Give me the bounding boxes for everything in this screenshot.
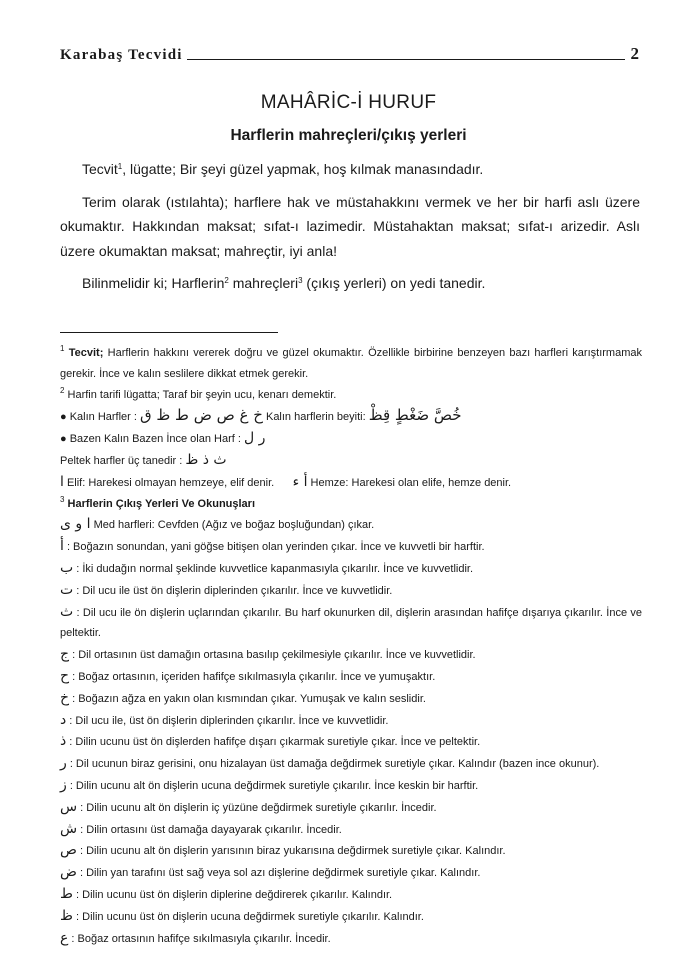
footnote-1 <box>60 343 642 385</box>
body-text <box>60 157 640 304</box>
letter-description: : İki dudağın normal şeklinde kuvvetlice kapanmasıyla çıkarılır. İnce ve kuvvetlidir. <box>73 562 474 575</box>
letter-row <box>60 580 642 602</box>
footnote-1-label: Tecvit; <box>68 347 104 359</box>
footnote-1-text: Harflerin hakkını vererek doğru ve güzel okumaktır. Özellikle birbirine benzeyen bazı harfleri karıştırmamak gerekir. İnce ve kalın seslilere dikkat etmek gerekir. <box>60 347 642 380</box>
elif-hemze-line <box>60 472 642 494</box>
elif-text: Elif: Harekesi olmayan hemzeye, elif denir. <box>63 476 275 489</box>
letter-description: : Dilin ucunu alt ön dişlerin iç yüzüne değdirmek suretiyle çıkarılır. İncedir. <box>77 801 437 814</box>
arabic-letter: ج <box>60 646 70 663</box>
p1-text: , lügatte; Bir şeyi güzel yapmak, hoş kılmak manasındadır. <box>122 161 484 177</box>
p1-term: Tecvit <box>82 161 118 177</box>
letter-row <box>60 688 642 710</box>
letter-description: : Dilin ucunu üst ön dişlerin ucuna değdirmek suretiyle çıkarılır. Kalındır. <box>72 910 424 923</box>
arabic-letter: ذ <box>60 733 67 750</box>
arabic-letter: خ <box>60 689 70 706</box>
kalin-beyit: خُصَّ ضَغْطٍ قِظْ <box>368 406 462 425</box>
arabic-letter: ظ <box>60 907 73 924</box>
peltek-letters: ث ذ ظ <box>185 451 227 468</box>
footnote-3-title: Harflerin Çıkış Yerleri Ve Okunuşları <box>64 497 256 510</box>
bazen-letters: ر ل <box>243 430 266 447</box>
letter-description: : Boğaz ortasının hafifçe sıkılmasıyla çıkarılır. İncedir. <box>68 932 331 945</box>
paragraph-2: Terim olarak (ıstılahta); harflere hak ve müstahakkını vermek ve her bir harfi aslı üzere okumaktır. Hakkından maksat; sıfat-ı lazimedir. Müstahaktan maksat; sıfat-ı arizedir. Aslı üzere okumaktan maksat; mahreçtir, iyi anla! <box>60 193 640 259</box>
letter-row <box>60 753 642 775</box>
bazen-line <box>60 428 642 450</box>
footnote-3-number: 3 <box>60 494 65 504</box>
chapter-title: MAHÂRİC-İ HURUF <box>260 92 437 113</box>
arabic-letter: س <box>60 798 78 815</box>
letter-row <box>60 731 642 753</box>
paragraph-3 <box>60 271 640 296</box>
letter-description: : Dilin ortasını üst damağa dayayarak çıkarılır. İncedir. <box>77 823 342 836</box>
letter-description: : Dil ucunun biraz gerisini, onu hizalayan üst damağa değdirmek suretiyle çıkar. Kalındır (bazen ince okunur). <box>66 758 600 771</box>
letter-description: : Dilin ucunu alt ön dişlerin ucuna değdirmek suretiyle çıkarılır. İnce keskin bir harftir. <box>66 779 479 792</box>
arabic-letter: ا و ى <box>60 516 91 533</box>
peltek-label: Peltek harfler üç tanedir : <box>60 454 186 467</box>
arabic-letter: ر <box>60 755 67 772</box>
arabic-letter: ش <box>60 820 78 837</box>
letter-description: : Dilin ucunu üst ön dişlerden hafifçe dışarı çıkarmak suretiyle çıkar. İnce ve peltektir. <box>66 736 481 749</box>
p3-text-a: Bilinmelidir ki; Harflerin <box>82 275 225 291</box>
letter-row <box>60 819 642 841</box>
p3-text-b: mahreçleri <box>228 275 299 291</box>
running-header <box>60 44 639 64</box>
arabic-letter: ض <box>60 864 77 881</box>
arabic-letter: أ <box>60 538 64 555</box>
peltek-line <box>60 450 642 472</box>
hemze-text: Hemze: Harekesi olan elife, hemze denir. <box>307 476 512 489</box>
letter-row <box>60 514 642 536</box>
letter-description: : Boğazın ağza en yakın olan kısmından çıkar. Yumuşak ve kalın seslidir. <box>69 692 426 705</box>
letter-row <box>60 906 642 928</box>
letter-description: : Dilin ucunu üst ön dişlerin diplerine değdirerek çıkarılır. Kalındır. <box>72 888 393 901</box>
letter-description: : Dil ucu ile üst ön dişlerin diplerinden çıkarılır. İnce ve kuvvetlidir. <box>73 584 393 597</box>
letter-row <box>60 840 642 862</box>
footnote-3 <box>60 494 642 515</box>
elif-letter: ا <box>60 473 64 490</box>
letter-row <box>60 884 642 906</box>
arabic-letter: ز <box>60 776 67 793</box>
footnote-ref-3: 3 <box>298 276 303 285</box>
footnote-ref-1: 1 <box>117 162 123 171</box>
letter-row <box>60 644 642 666</box>
letter-row <box>60 558 642 580</box>
letter-description: : Dilin ucunu alt ön dişlerin yarısının biraz yukarısına değdirmek suretiyle çıkar. Kalındır. <box>76 845 506 858</box>
letter-row <box>60 666 642 688</box>
arabic-letter: ط <box>60 885 73 902</box>
letter-row <box>60 710 642 732</box>
arabic-letter: ع <box>60 929 69 946</box>
footnote-ref-2: 2 <box>224 276 229 285</box>
kalin-label: ● Kalın Harfler : <box>60 411 141 424</box>
kalin-beyit-label: Kalın harflerin beyiti: <box>262 411 369 424</box>
letter-description: Med harfleri: Cevfden (Ağız ve boğaz boşluğundan) çıkar. <box>90 519 375 532</box>
letter-row <box>60 928 642 950</box>
letter-description: : Dil ucu ile, üst ön dişlerin diplerinden çıkarılır. İnce ve kuvvetlidir. <box>66 714 389 727</box>
letter-description: : Dil ortasının üst damağın ortasına basılıp çekilmesiyle çıkarılır. İnce ve kuvvetlidir. <box>69 649 476 662</box>
footnote-divider <box>60 332 278 333</box>
p3-text-c: (çıkış yerleri) on yedi tanedir. <box>302 275 486 291</box>
letter-description: : Dil ucu ile ön dişlerin uçlarından çıkarılır. Bu harf okunurken dil, dişlerin arasından hafifçe dışarıya çıkarılır. İnce ve peltektir. <box>60 606 642 640</box>
book-title: Karabaş Tecvidi <box>60 47 183 63</box>
kalin-harfler-line <box>60 405 642 428</box>
arabic-letter: د <box>60 711 67 728</box>
footnote-2-text: Harfin tarifi lügatta; Taraf bir şeyin ucu, kenarı demektir. <box>64 388 337 401</box>
arabic-letter: ح <box>60 667 70 684</box>
letter-row <box>60 775 642 797</box>
arabic-letter: ت <box>60 581 74 598</box>
letter-description: : Dilin yan tarafını üst sağ veya sol azı dişlerine değdirmek suretiyle çıkar. Kalındır. <box>76 867 481 880</box>
bazen-label: ● Bazen Kalın Bazen İnce olan Harf : <box>60 433 244 446</box>
letter-row <box>60 797 642 819</box>
letter-description: : Boğazın sonundan, yani göğse bitişen olan yerinden çıkar. İnce ve kuvvetli bir harftir. <box>63 541 485 554</box>
letter-row <box>60 862 642 884</box>
kalin-letters: خ غ ص ض ط ظ ق <box>140 406 263 425</box>
footnote-1-number: 1 <box>60 344 65 353</box>
arabic-letter: ص <box>60 842 77 859</box>
footnote-2 <box>60 385 642 406</box>
letter-row <box>60 536 642 558</box>
page-number: 2 <box>630 44 639 63</box>
arabic-letter: ث <box>60 603 74 620</box>
header-rule <box>187 59 625 60</box>
hemze-letters: أ ء <box>292 473 308 490</box>
footnote-2-number: 2 <box>60 385 65 395</box>
letter-row <box>60 602 642 645</box>
footnotes <box>60 343 642 949</box>
paragraph-1 <box>60 157 640 182</box>
letter-description: : Boğaz ortasının, içeriden hafifçe sıkılmasıyla çıkarılır. İnce ve yumuşaktır. <box>69 670 436 683</box>
chapter-subtitle: Harflerin mahreçleri/çıkış yerleri <box>230 127 467 144</box>
arabic-letter: ب <box>60 559 74 576</box>
